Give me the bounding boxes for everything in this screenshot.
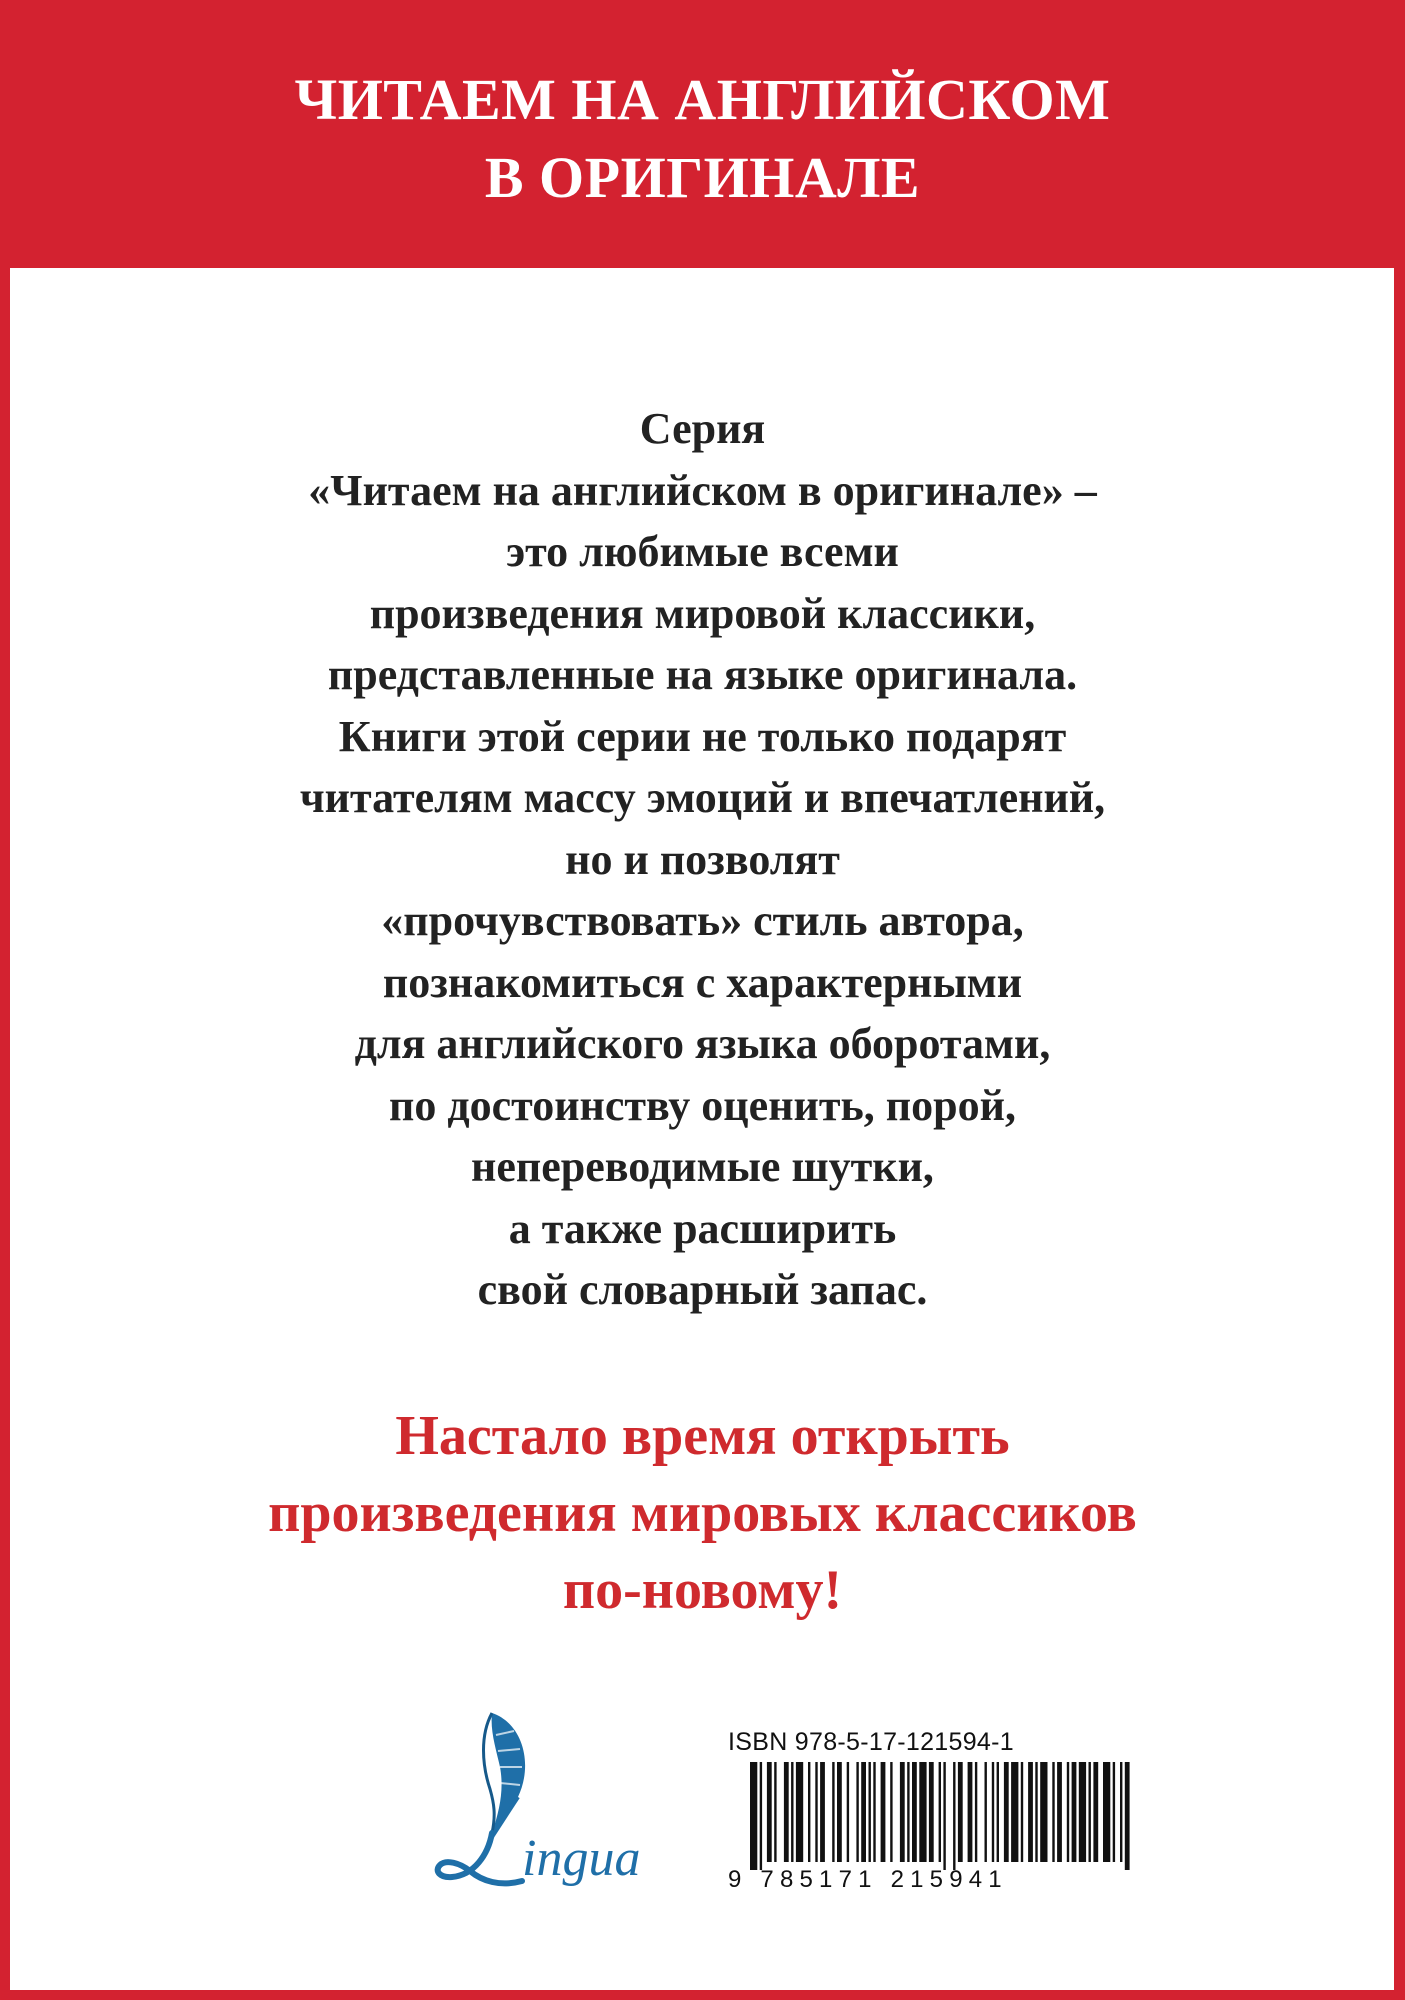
barcode-bar: [873, 1762, 875, 1862]
description-line: это любимые всеми: [506, 527, 899, 576]
barcode-bar: [847, 1762, 849, 1862]
barcode-bar: [760, 1762, 762, 1870]
barcode-bar: [929, 1762, 934, 1862]
barcode-bar: [856, 1762, 858, 1862]
description-line: а также расширить: [508, 1203, 897, 1253]
barcode-bar: [808, 1762, 810, 1862]
barcode-bar: [1028, 1762, 1033, 1862]
isbn-barcode: [728, 1728, 1188, 1898]
barcode-bar: [1011, 1762, 1018, 1862]
barcode-bar: [750, 1762, 757, 1870]
barcode-bar: [837, 1762, 842, 1862]
isbn-label: ISBN 978-5-17-121594-1: [728, 1728, 1014, 1756]
lingua-logo: [430, 1705, 680, 1905]
barcode-bar: [820, 1762, 825, 1862]
feather-quill-icon: [430, 1705, 680, 1905]
barcode-bar: [1103, 1762, 1110, 1862]
description-line: «прочувствовать» стиль автора,: [381, 896, 1024, 945]
barcode-bar: [939, 1762, 941, 1862]
series-title-line-2: В ОРИГИНАЛЕ: [484, 145, 921, 210]
red-frame-bottom: [0, 1990, 1405, 2000]
barcode-bar: [890, 1762, 892, 1862]
tagline-line: Настало время открыть: [395, 1405, 1010, 1467]
logo-wordmark: ingua: [522, 1830, 641, 1887]
barcode-bar: [985, 1762, 987, 1862]
barcode-bar: [943, 1762, 945, 1870]
barcode-bar: [832, 1762, 834, 1862]
barcode-icon: [728, 1762, 1188, 1870]
tagline-line: произведения мировых классиков: [268, 1482, 1137, 1544]
description-line: но и позволят: [565, 834, 840, 884]
barcode-bar: [1093, 1762, 1098, 1862]
description-line: «Читаем на английском в оригинале» –: [308, 465, 1097, 515]
barcode-bar: [1072, 1762, 1077, 1862]
barcode-bar: [791, 1762, 793, 1862]
description-line: свой словарный запас.: [477, 1265, 928, 1314]
barcode-bar: [907, 1762, 909, 1862]
barcode-bar: [1057, 1762, 1062, 1862]
barcode-bar: [975, 1762, 977, 1862]
description-line: читателям массу эмоций и впечатлений,: [299, 773, 1106, 822]
barcode-bar: [881, 1762, 886, 1862]
barcode-bar: [1040, 1762, 1047, 1862]
barcode-bar: [1089, 1762, 1091, 1862]
barcode-bar: [1004, 1762, 1009, 1862]
barcode-bar: [1113, 1762, 1115, 1862]
barcode-bar: [869, 1762, 871, 1862]
series-title: [295, 61, 1111, 217]
barcode-bar: [784, 1762, 789, 1862]
tagline-callout: [60, 1398, 1345, 1629]
description-line: по достоинству оценить, порой,: [389, 1080, 1016, 1130]
barcode-bar: [767, 1762, 772, 1862]
description-line: произведения мировой классики,: [369, 588, 1036, 638]
series-header-banner: [0, 0, 1405, 268]
barcode-bar: [992, 1762, 994, 1862]
barcode-bar: [958, 1762, 963, 1862]
description-line: для английского языка оборотами,: [354, 1019, 1051, 1068]
barcode-bar: [953, 1762, 955, 1870]
description-line: непереводимые шутки,: [471, 1142, 934, 1191]
series-description: [60, 398, 1345, 1321]
barcode-bar: [1035, 1762, 1037, 1862]
barcode-bar: [1067, 1762, 1069, 1862]
barcode-bar: [900, 1762, 905, 1862]
barcode-bar: [774, 1762, 776, 1862]
barcode-bar: [861, 1762, 866, 1862]
barcode-bar: [968, 1762, 973, 1862]
barcode-bar: [1125, 1762, 1130, 1870]
barcode-bar: [1079, 1762, 1086, 1862]
tagline-line: по-новому!: [562, 1559, 843, 1621]
red-frame-right: [1394, 0, 1405, 2000]
barcode-bar: [1052, 1762, 1054, 1862]
description-line: познакомиться с характерными: [382, 957, 1023, 1007]
barcode-bar: [912, 1762, 917, 1862]
barcode-bar: [1021, 1762, 1023, 1862]
series-title-line-1: ЧИТАЕМ НА АНГЛИЙСКОМ: [294, 67, 1111, 132]
description-line: Книги этой серии не только подарят: [338, 711, 1067, 761]
description-line: Серия: [639, 404, 766, 453]
description-line: представленные на языке оригинала.: [327, 650, 1078, 699]
barcode-bar: [815, 1762, 817, 1862]
barcode-bar: [796, 1762, 803, 1862]
barcode-digits: 9 785171 215941: [728, 1866, 1008, 1893]
red-frame-left: [0, 0, 10, 2000]
barcode-bar: [997, 1762, 999, 1862]
barcode-bar: [919, 1762, 926, 1862]
barcode-bar: [1120, 1762, 1122, 1862]
